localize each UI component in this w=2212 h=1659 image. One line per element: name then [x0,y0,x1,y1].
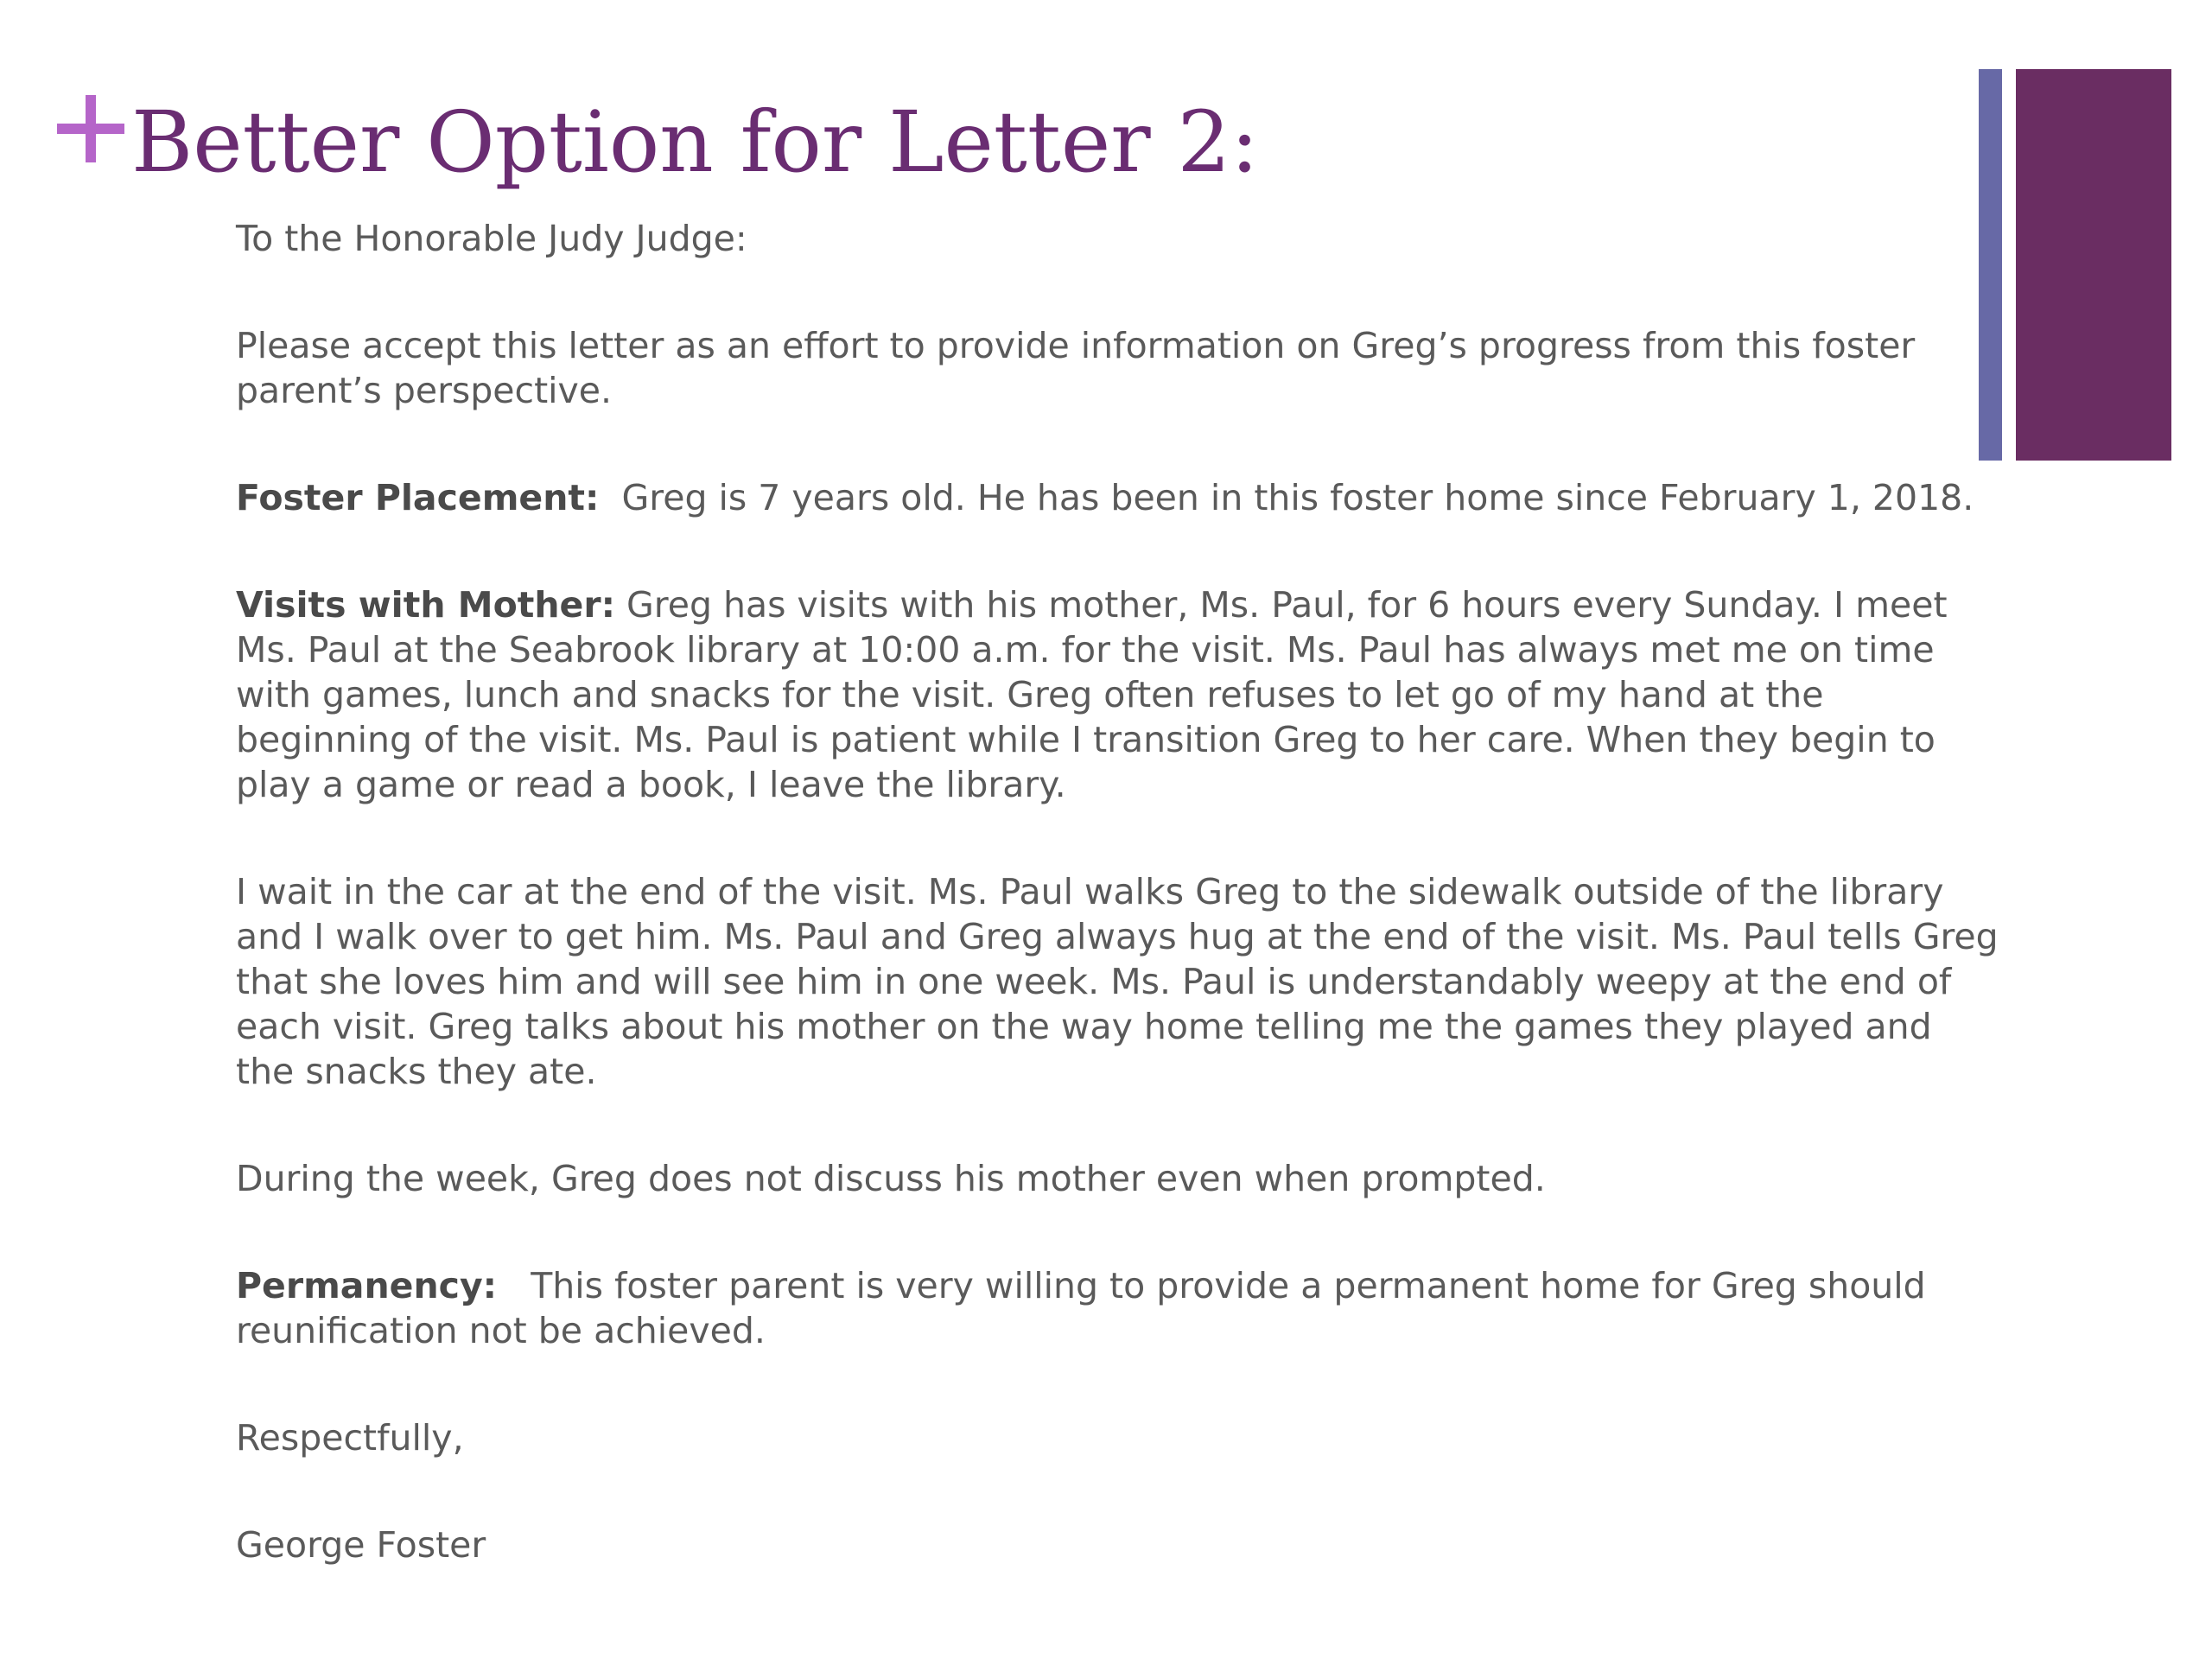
visits-text: Greg has visits with his mother, Ms. Paul, for 6 hours every Sunday. I meet Ms. Paul at the Seabrook library at 10:00 a.m. for the visit. Ms. Paul has always met me on time with games, lunch and snacks for the visit. Greg often refuses to let go of my hand at the beginning of the visit. Ms. Paul is patient while I transition Greg to her care. When they begin to play a game or read a book, I leave the library. [236,584,1948,805]
visits-paragraph [236,582,1999,807]
signature: George Foster [236,1524,486,1566]
placement-label: Foster Placement: [236,477,600,518]
letter-body [236,216,1999,1567]
permanency-text: This foster parent is very willing to provide a permanent home for Greg should reunification not be achieved. [236,1265,1926,1351]
permanency-label: Permanency: [236,1265,498,1306]
plus-icon [57,95,124,162]
permanency-paragraph [236,1263,1999,1353]
intro-paragraph: Please accept this letter as an effort to provide information on Greg’s progress from this foster parent’s perspective. [236,325,1916,411]
end-of-visit-paragraph: I wait in the car at the end of the visit. Ms. Paul walks Greg to the sidewalk outside of the library and I walk over to get him. Ms. Paul and Greg always hug at the end of the visit. Ms. Paul tells Greg that she loves him and will see him in one week. Ms. Paul is understandably weepy at the end of each visit. Greg talks about his mother on the way home telling me the games they played and the snacks they ate. [236,871,1999,1092]
accent-bar-thick [2016,69,2171,461]
placement-paragraph [236,475,1999,520]
during-week-paragraph: During the week, Greg does not discuss his mother even when prompted. [236,1158,1546,1199]
placement-text: Greg is 7 years old. He has been in this foster home since February 1, 2018. [621,477,1974,518]
salutation: To the Honorable Judy Judge: [236,218,747,259]
slide-title: Better Option for Letter 2: [131,93,1259,191]
visits-label: Visits with Mother: [236,584,615,626]
closing: Respectfully, [236,1417,464,1459]
